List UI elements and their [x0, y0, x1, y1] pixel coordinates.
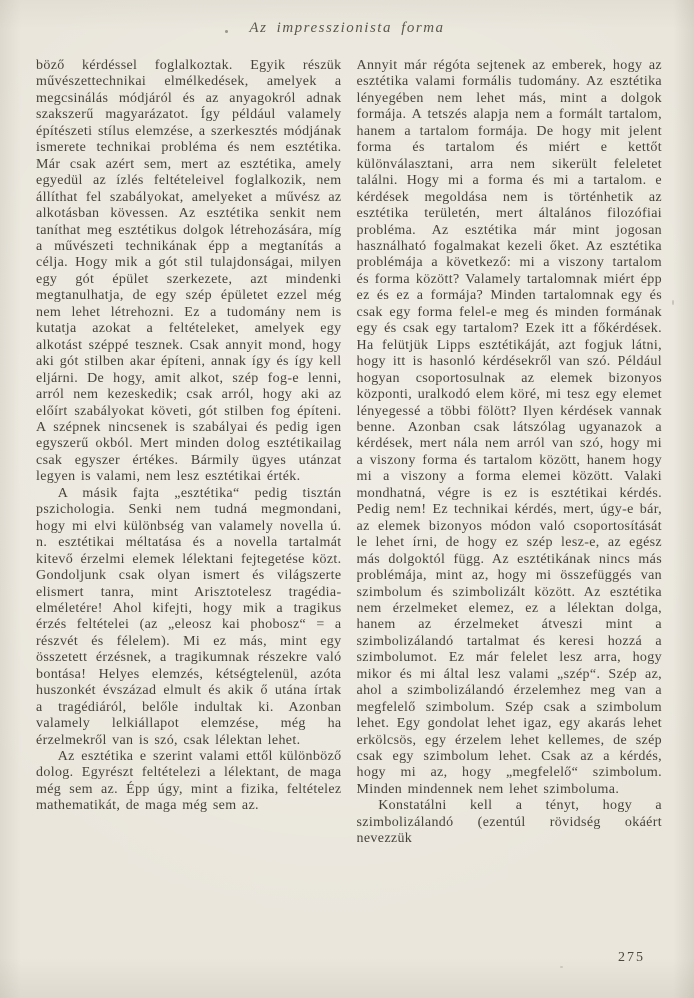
text-column-right: [357, 58, 663, 947]
running-header: Az impresszionista forma: [249, 20, 445, 36]
scan-speck: [672, 300, 674, 305]
text-columns: [36, 58, 662, 947]
paragraph: Konstatálni kell a tényt, hogy a szimbolizálandó (ezentúl rövidség okáért nevezzük: [356, 798, 662, 847]
scan-speck: [560, 966, 563, 968]
page-number: 275: [618, 950, 645, 965]
paragraph-continuation: böző kérdéssel foglalkoztak. Egyik részük művészettechnikai elmélkedések, amelyek a megcsinálás módjáról és az anyagokról adnak szakszerű magyarázatot. Így például valamely építészeti stílus elemzése, a szerkesztés módjának ismerete technikai probléma és nem esztétika. Már csak azért sem, mert az esztétika, amely egyedül az ízlés feltételeivel foglalkozik, nem állíthat fel szabályokat, amelyeket a művész az alkotásban kövessen. Az esztétika senkit nem taníthat meg esztétikus dolgok létrehozására, míg a művészeti technikának épp a megtanítás a célja. Hogy mik a gót stil tulajdonságai, milyen egy gót épület szerkezete, azt mindenki megtanulhatja, de egy szép épületet ezzel még nem lehet létrehozni. Ez a tudomány nem is kutatja azokat a feltételeket, amelyek egy alkotást széppé tesznek. Csak annyit mond, hogy aki gót stilben akar építeni, annak így és így kell eljárni. De hogy, amit alkot, szép fog-e lenni, arról nem kezeskedik; csak arról, hogy aki az előírt szabályokat követi, gót stilben fog építeni. A szépnek nincsenek is szabályai és pedig igen egyszerű okból. Mert minden dolog esztétikailag csak egyszer értékes. Bármily ügyes utánzat legyen is valami, nem lesz esztétikai érték.: [36, 58, 342, 485]
text-column-left: [36, 58, 342, 947]
paragraph-continuation: Annyit már régóta sejtenek az emberek, hogy az esztétika valami formális tudomány. Az esztétika lényegében nem lehet más, mint a dolgok formája. A tetszés alapja nem a formált tartalom, hanem a tartalom formája. De hogy mit jelent forma és tartalom és miért e kettőt különválasztani, arra nem sikerült feleletet találni. Hogy mi a forma és mi a tartalom. e kérdések megoldása nem is történhetik az esztétika területén, mert általános filozófiai probléma. Az esztétika már mint jogosan használható fogalmakat kezeli őket. Az esztétika problémája a következő: mi a viszony tartalom és forma között? Valamely tartalomnak miért épp ez és ez a formája? Minden tartalomnak egy és csak egy forma felel-e meg és minden formának egy és csak egy tartalom? Ezek itt a főkérdések. Ha felütjük Lipps esztétikáját, azt fogjuk látni, hogy itt is hasonló kérdésekről van szó. Például hogyan csoportosulnak az elemek bizonyos központi, uralkodó elem köré, mi tesz egy elemet lényegessé a többi fölött? Ilyen kérdések vannak benne. Azonban csak látszólag ugyanazok a kérdések, mert nála nem arról van szó, hogy mi a viszony forma és tartalom között, hanem hogy mi a viszony a forma elemei között. Valaki mondhatná, végre is ez is esztétikai kérdés. Pedig nem! Ez technikai kérdés, mert, úgy-e bár, az elemek bizonyos módon való csoportosítását le lehet írni, de hogy ez szép lesz-e, az egész más dolgoktól függ. Az esztétikának nincs más problémája, mint az, hogy mi összefüggés van szimbolum és szimbolizált között. Az esztétika nem érzelmeket elemez, ez a lélektan dolga, hanem az érzelmeket átveszi mint a szimbolizálandó tartalmat és keresi hozzá a szimbolumot. Ez már felelet lesz arra, hogy mikor és mi által lesz valami „szép“. Szép az, ahol a szimbolizálandó érzelemhez meg van a megfelelő szimbolum. Szép csak a szimbolum lehet. Egy gondolat lehet igaz, egy akarás lehet erkölcsös, egy érzelem lehet kellemes, de szép csak egy szimbolum lehet. Csak az a kérdés, hogy mi az, hogy „megfelelő“ szimbolum. Minden mindennek nem lehet szimboluma.: [356, 58, 662, 797]
paragraph: A másik fajta „esztétika“ pedig tisztán pszichologia. Senki nem tudná megmondani, hogy mi elvi különbség van valamely novella ú. n. esztétikai méltatása és a novella tartalmát kitevő érzelmi elemek lélektani fejtegetése közt. Gondoljunk csak olyan ismert és világszerte elismert tanra, mint Arisztotelesz tragédia-elméletére! Ahol kifejti, hogy mik a tragikus érzés feltételei (az „eleosz kai phobosz“ = a részvét és félelem). Mi ez más, mint egy összetett érzésnek, a tragikumnak részekre való bontása! Helyes elemzés, kétségtelenül, azóta huszonkét évszázad elmult és akik ő utána írtak a tragédiáról, belőle indultak ki. Azonban valamely lelkiállapot elemzése, még ha érzelmekről van is szó, csak lélektan lehet.: [36, 485, 342, 748]
paragraph: Az esztétika e szerint valami ettől különböző dolog. Egyrészt feltételezi a lélektant, de maga még sem az. Épp úgy, mint a fizika, feltételez mathematikát, de maga még sem az.: [36, 749, 342, 814]
